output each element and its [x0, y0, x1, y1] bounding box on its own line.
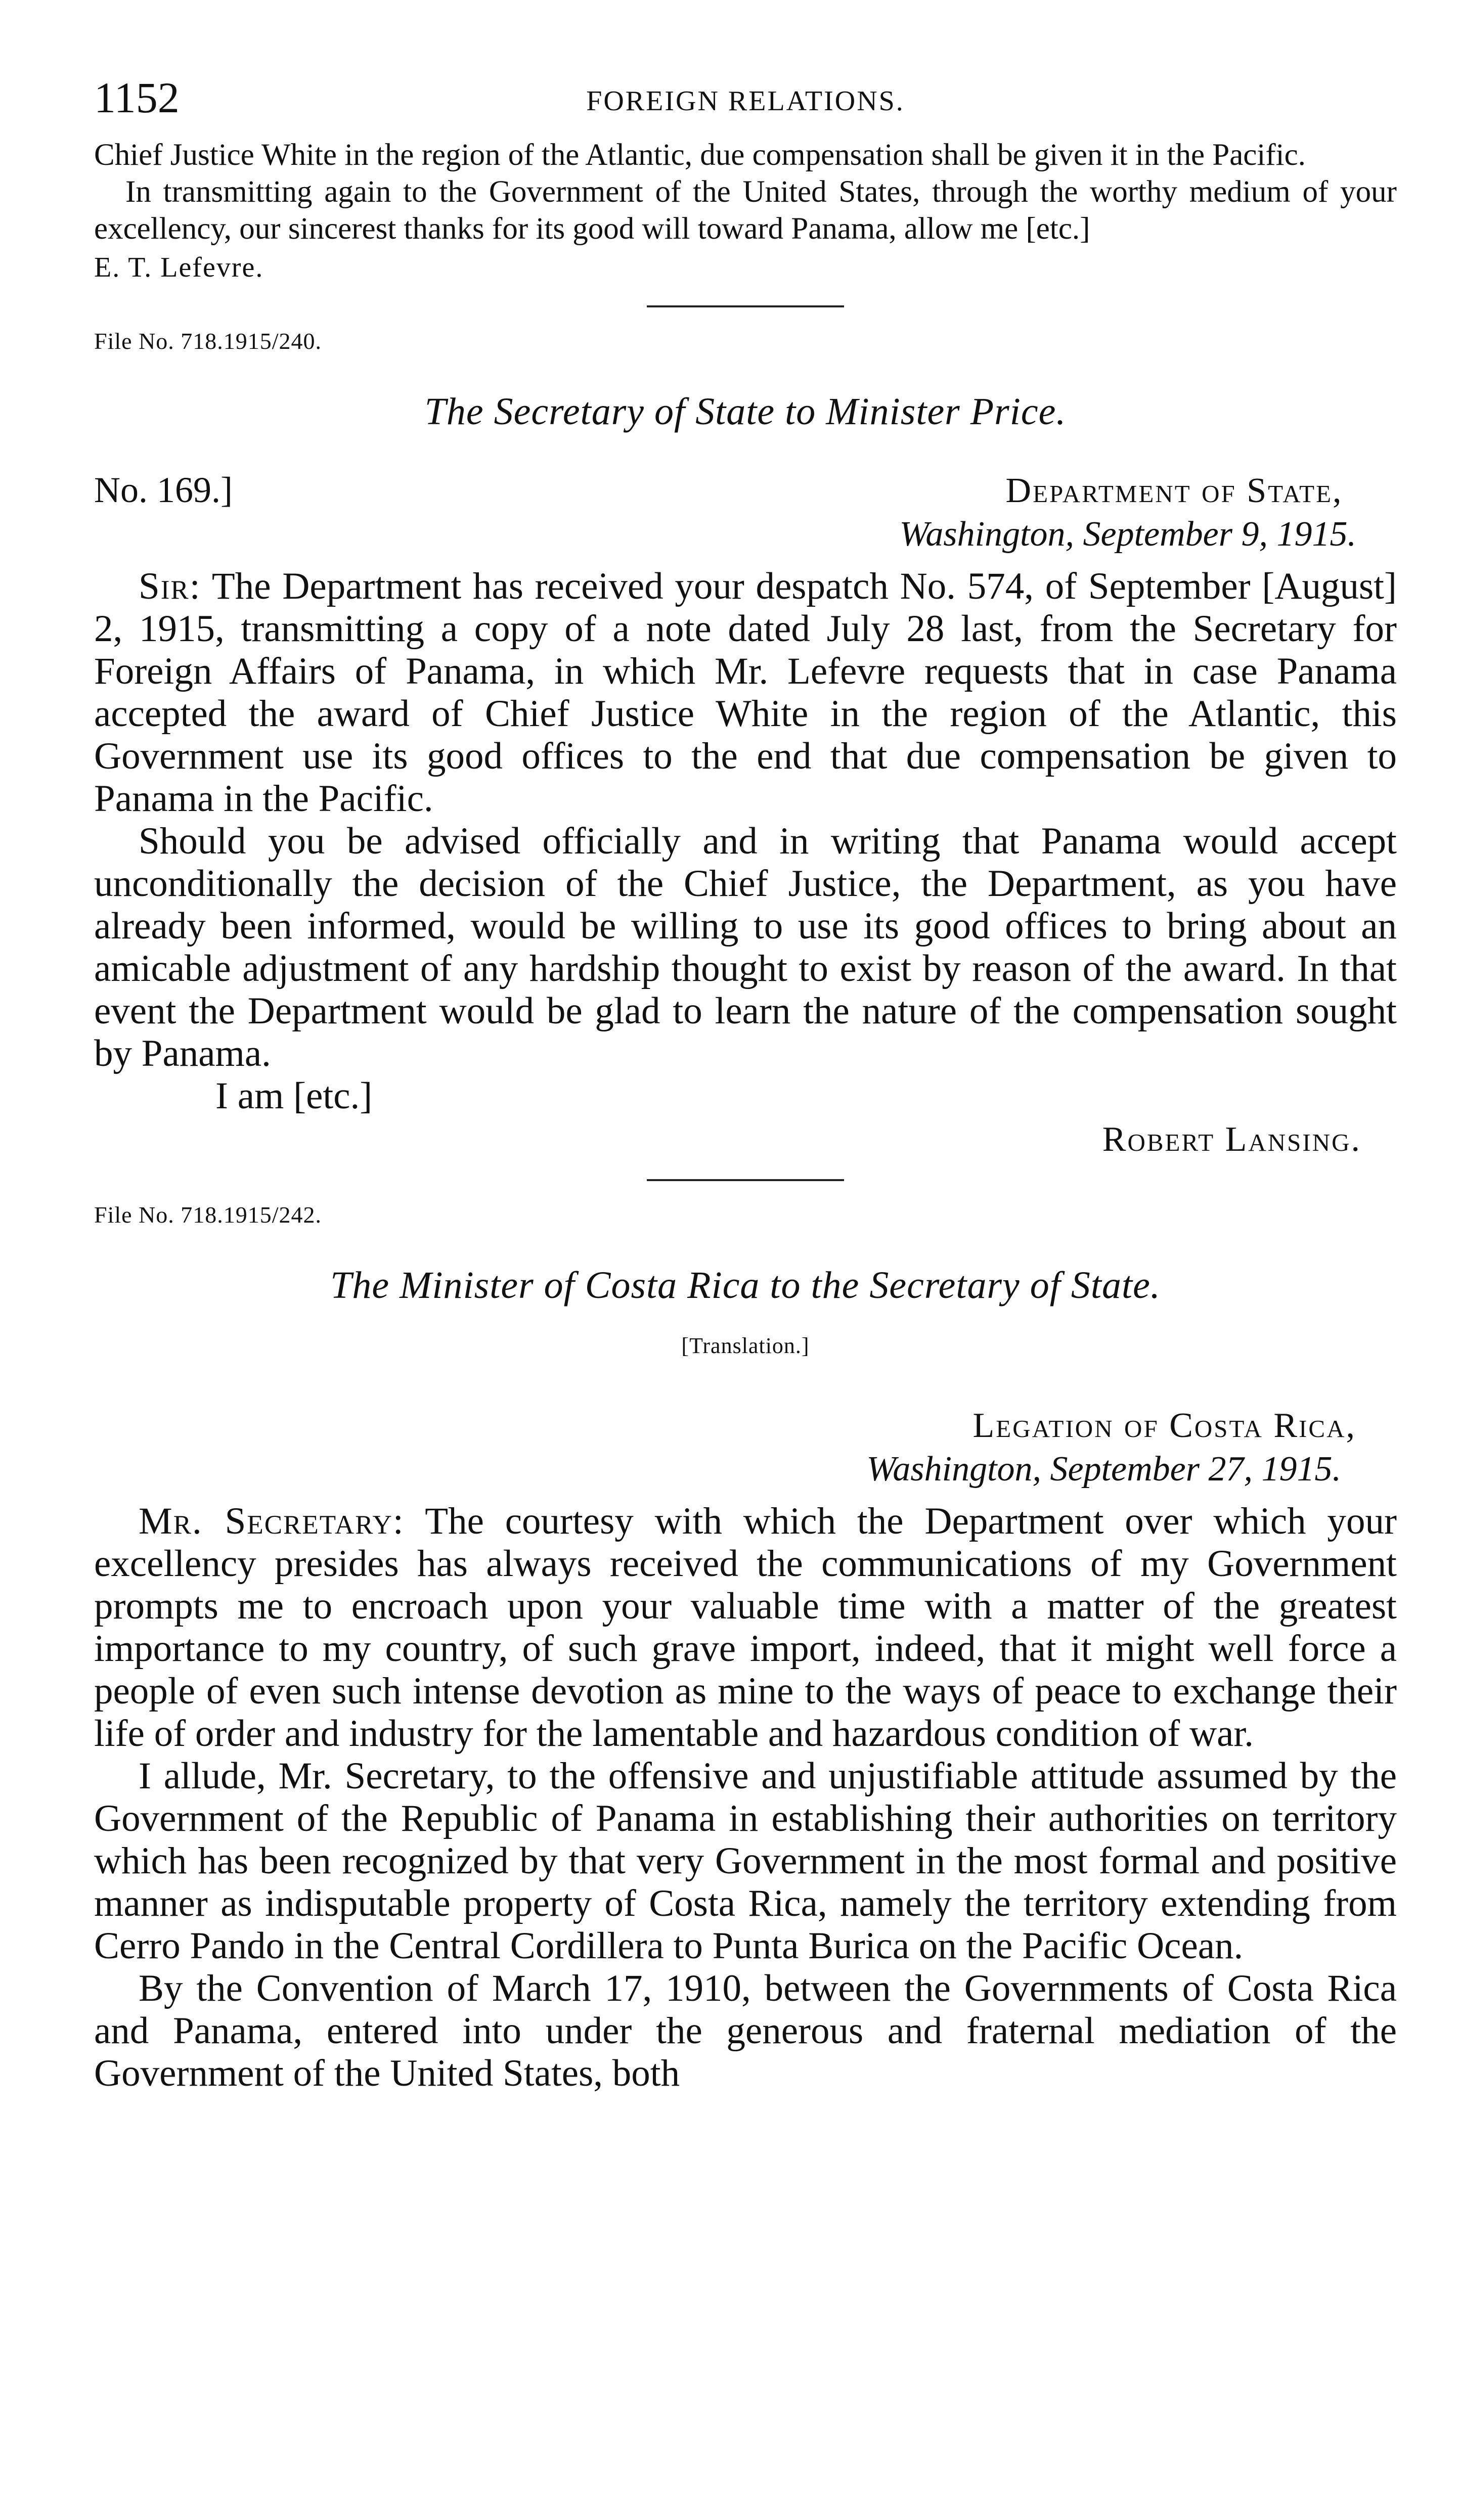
document-secretary-to-price [94, 328, 1397, 1160]
body-paragraph: I allude, Mr. Secretary, to the offensive and unjustifiable attitude assumed by the Government of the Republic of Panama in establishing their authorities on territory which has been recognized by that very Government in the most formal and positive manner as indisputable property of Costa Rica, namely the territory extending from Cerro Pando in the Central Cordillera to Punta Burica on the Pacific Ocean. [94, 1755, 1397, 1967]
dateline [867, 1404, 1357, 1491]
page-header [94, 73, 1397, 137]
place-date: Washington, September 9, 1915. [899, 515, 1356, 554]
page-number: 1152 [94, 73, 180, 122]
document-title: The Secretary of State to Minister Price. [424, 390, 1067, 433]
continued-paragraph: In transmitting again to the Government of the United States, through the worthy medium of your excellency, our sincerest thanks for its good will toward Panama, allow me [etc.] [94, 175, 1397, 246]
section-divider [647, 305, 844, 307]
body-paragraph: Mr. Secretary: The courtesy with which the Department over which your excellency presides has always received the communications of my Government prompts me to encroach upon your valuable time with a matter of the greatest importance to my country, of such grave import, indeed, that it might well force a people of even such intense devotion as mine to the ways of peace to exchange their life of order and industry for the lamentable and hazardous condition of war. [94, 1500, 1397, 1754]
letter-heading [94, 1404, 1397, 1500]
book-page [94, 73, 1397, 2095]
closing: I am [etc.] [215, 1075, 373, 1117]
salutation: Mr. Secretary: [139, 1500, 405, 1542]
body-paragraph: Sir: The Department has received your despatch No. 574, of September [August] 2, 1915, transmitting a copy of a note dated July 28 last, from the Secretary for Foreign Affairs of Panama, in which Mr. Lefevre requests that in case Panama accepted the award of Chief Justice White in the region of the Atlantic, this Government use its good offices to the end that due compensation be given to Panama in the Pacific. [94, 565, 1397, 820]
previous-document-ending [94, 137, 1397, 286]
translation-note: [Translation.] [681, 1333, 810, 1358]
document-costa-rica-to-secretary [94, 1201, 1397, 2095]
section-divider [647, 1179, 844, 1181]
office-name: Department of State, [1005, 471, 1343, 510]
reference-number: No. 169.] [94, 470, 233, 510]
signature: E. T. Lefevre. [94, 252, 264, 283]
dateline [900, 469, 1356, 556]
place-date: Washington, September 27, 1915. [866, 1450, 1341, 1489]
running-head: FOREIGN RELATIONS. [586, 85, 905, 117]
office-name: Legation of Costa Rica, [972, 1406, 1356, 1445]
continued-paragraph: Chief Justice White in the region of the Atlantic, due compensation shall be given it in the Pacific. [94, 138, 1306, 172]
file-number: File No. 718.1915/240. [94, 328, 322, 354]
salutation: Sir: [139, 565, 201, 607]
body-paragraph: By the Convention of March 17, 1910, between the Governments of Costa Rica and Panama, entered into under the generous and fraternal mediation of the Government of the United States, both [94, 1967, 1397, 2094]
letter-heading [94, 469, 1397, 565]
letter-body [94, 565, 1397, 1075]
letter-body [94, 1500, 1397, 2095]
document-title: The Minister of Costa Rica to the Secretary of State. [330, 1264, 1161, 1307]
body-paragraph: Should you be advised officially and in writing that Panama would accept unconditionally the decision of the Chief Justice, the Department, as you have already been informed, would be willing to use its good offices to bring about an amicable adjustment of any hardship thought to exist by reason of the award. In that event the Department would be glad to learn the nature of the compensation sought by Panama. [94, 820, 1397, 1074]
file-number: File No. 718.1915/242. [94, 1202, 322, 1228]
signature: Robert Lansing. [1102, 1120, 1361, 1159]
